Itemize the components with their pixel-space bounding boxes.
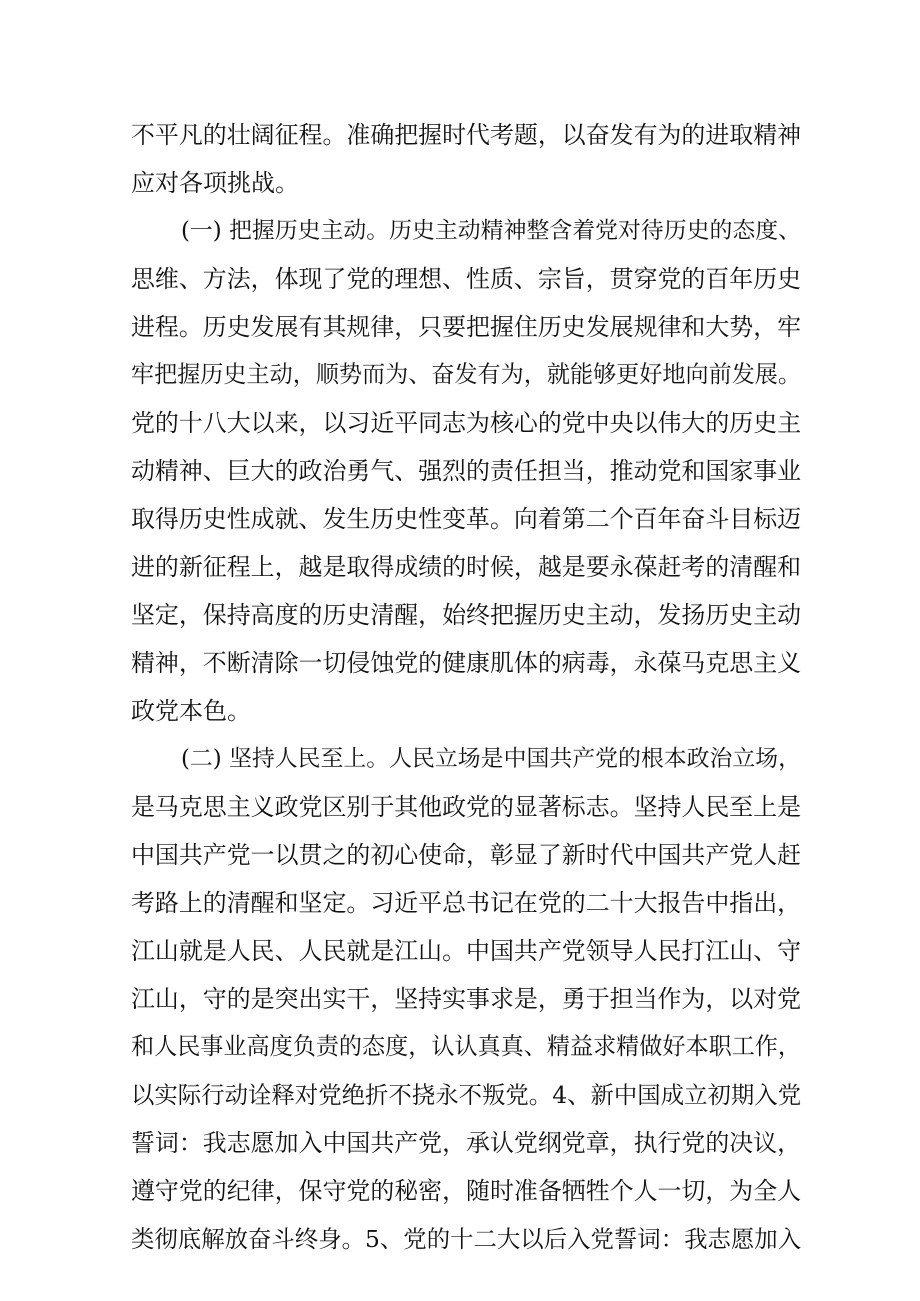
text-line: 取得历史性成就、发生历史性变革。向着第二个百年奋斗目标迈 — [131, 505, 802, 533]
text-line: 坚定，保持高度的历史清醒，始终把握历史主动，发扬历史主动 — [131, 601, 802, 629]
text-line: 誓词：我志愿加入中国共产党，承认党纲党章，执行党的决议， — [131, 1129, 802, 1157]
text-line: 动精神、巨大的政治勇气、强烈的责任担当，推动党和国家事业 — [131, 457, 802, 485]
text-line: 进的新征程上，越是取得成绩的时候，越是要永葆赶考的清醒和 — [131, 553, 802, 581]
text-line: 江山，守的是突出实干，坚持实事求是，勇于担当作为，以对党 — [131, 985, 802, 1013]
text-line: 政党本色。 — [131, 697, 251, 725]
text-line: 和人民事业高度负责的态度，认认真真、精益求精做好本职工作， — [131, 1034, 802, 1060]
document-body — [131, 111, 801, 1263]
text-line: 牢把握历史主动，顺势而为、奋发有为，就能够更好地向前发展。 — [131, 362, 802, 388]
text-line: 类彻底解放奋斗终身。5、党的十二大以后入党誓词：我志愿加入 — [131, 1225, 802, 1253]
text-line: 应对各项挑战。 — [131, 169, 299, 197]
text-line: 以实际行动诠释对党绝折不挠永不叛党。4、新中国成立初期入党 — [131, 1081, 802, 1109]
section-heading-line: (一) 把握历史主动。历史主动精神整含着党对待历史的态度、 — [181, 218, 801, 244]
text-line: 中国共产党一以贯之的初心使命，彰显了新时代中国共产党人赶 — [131, 841, 802, 869]
text-line: 是马克思主义政党区别于其他政党的显著标志。坚持人民至上是 — [131, 793, 802, 821]
text-line: 江山就是人民、人民就是江山。中国共产党领导人民打江山、守 — [131, 937, 802, 965]
text-line: 进程。历史发展有其规律，只要把握住历史发展规律和大势，牢 — [131, 313, 802, 341]
text-line: 思维、方法，体现了党的理想、性质、宗旨，贯穿党的百年历史 — [131, 265, 802, 293]
text-line: 不平凡的壮阔征程。准确把握时代考题，以奋发有为的进取精神 — [131, 121, 802, 149]
text-line: 党的十八大以来，以习近平同志为核心的党中央以伟大的历史主 — [131, 409, 802, 437]
text-line: 精神，不断清除一切侵蚀党的健康肌体的病毒，永葆马克思主义 — [131, 649, 802, 677]
text-line: 考路上的清醒和坚定。习近平总书记在党的二十大报告中指出， — [131, 889, 802, 917]
section-heading-line: (二) 坚持人民至上。人民立场是中国共产党的根本政治立场， — [181, 746, 801, 772]
text-line: 遵守党的纪律，保守党的秘密，随时准备牺牲个人一切，为全人 — [131, 1177, 802, 1205]
